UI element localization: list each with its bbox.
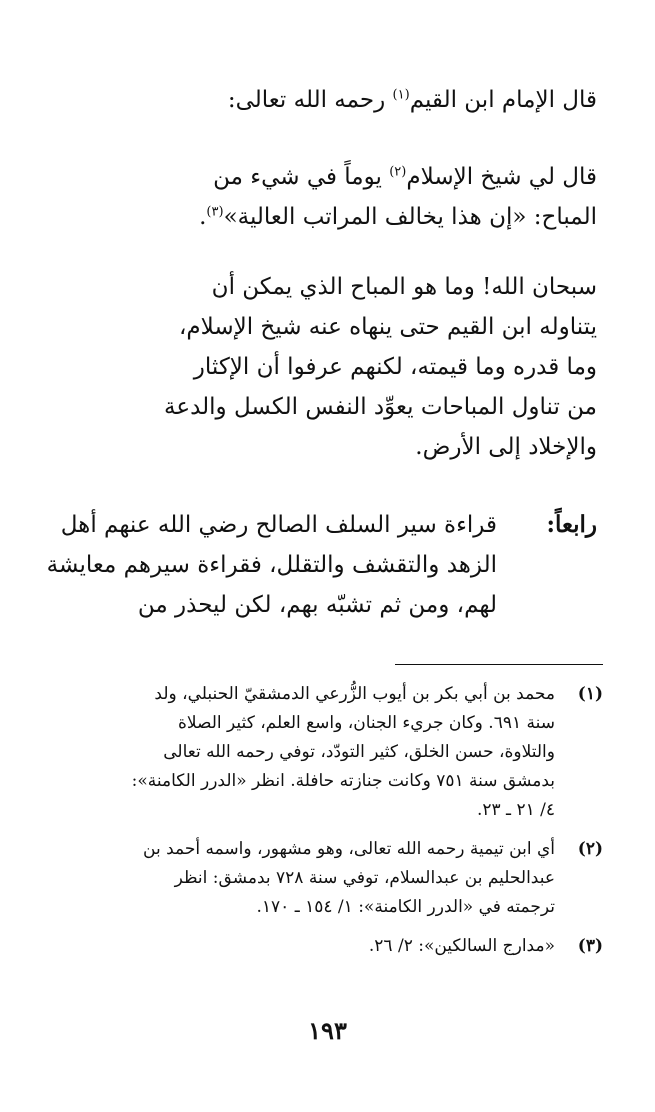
fourth-point-body: [37, 505, 497, 625]
intro-line: [37, 80, 597, 120]
footnote-line: سنة ٦٩١. وكان جريء الجنان، واسع العلم، كثير الصلاة: [177, 713, 555, 733]
intro-text-end: رحمه الله تعالى:: [227, 87, 393, 113]
footnote-text: [38, 932, 555, 961]
commentary-line: من تناول المباحات يعوِّد النفس الكسل والدعة: [164, 394, 597, 420]
quote-line-1-end: يوماً في شيء من: [213, 164, 390, 190]
footnote-number: (١): [577, 684, 603, 704]
footnote-2: [38, 835, 603, 922]
footnote-ref-2[interactable]: (٢): [389, 164, 407, 180]
intro-text-start: قال الإمام ابن القيم: [409, 87, 597, 113]
footnote-line: والتلاوة، حسن الخلق، كثير التودّد، توفي رحمه الله تعالى: [163, 742, 555, 762]
commentary-line: سبحان الله! وما هو المباح الذي يمكن أن: [211, 274, 597, 300]
fourth-point-line: قراءة سير السلف الصالح رضي الله عنهم أهل: [60, 512, 497, 538]
quote-line-2: [37, 197, 597, 237]
footnote-number: (٣): [577, 936, 603, 956]
quote-line-2-end: .: [199, 204, 207, 230]
footnote-line: عبدالحليم بن عبدالسلام، توفي سنة ٧٢٨ بدمشق: انظر: [174, 868, 555, 888]
commentary-line: والإخلاد إلى الأرض.: [415, 434, 597, 460]
footnote-ref-1[interactable]: (١): [392, 87, 410, 103]
commentary-line: وما قدره وما قيمته، لكنهم عرفوا أن الإكثار: [193, 354, 597, 380]
footnote-separator: [395, 664, 603, 665]
fourth-point-label: رابعاً:: [546, 511, 597, 538]
quote-paragraph: [37, 157, 597, 237]
fourth-point: [37, 505, 597, 625]
quote-line-1: [37, 157, 597, 197]
footnote-1: [38, 680, 603, 825]
footnote-line: «مدارج السالكين»: ٢/ ٢٦.: [368, 936, 555, 956]
footnote-3: [38, 932, 603, 961]
footnote-text: [38, 835, 555, 922]
quote-line-2-start: المباح: «إن هذا يخالف المراتب العالية»: [223, 204, 597, 230]
footnote-line: أي ابن تيمية رحمه الله تعالى، وهو مشهور، واسمه أحمد بن: [143, 839, 555, 859]
footnote-ref-3[interactable]: (٣): [206, 204, 224, 220]
footnote-line: ٤/ ٢١ ـ ٢٣.: [476, 800, 555, 820]
footnote-number: (٢): [577, 839, 603, 859]
fourth-point-line: لهم، ومن ثم تشبّه بهم، لكن ليحذر من: [137, 592, 497, 618]
intro-text: [37, 80, 597, 120]
fourth-point-line: الزهد والتقشف والتقلل، فقراءة سيرهم معايشة: [46, 552, 497, 578]
footnote-line: ترجمته في «الدرر الكامنة»: ١/ ١٥٤ ـ ١٧٠.: [256, 897, 555, 917]
commentary-line: يتناوله ابن القيم حتى ينهاه عنه شيخ الإسلام،: [178, 314, 597, 340]
footnote-line: بدمشق سنة ٧٥١ وكانت جنازته حافلة. انظر «الدرر الكامنة»:: [131, 771, 555, 791]
footnote-text: [38, 680, 555, 825]
commentary-paragraph: [37, 267, 597, 467]
page-number: ١٩٣: [308, 1016, 347, 1045]
footnote-line: محمد بن أبي بكر بن أيوب الزُّرعي الدمشقيّ الحنبلي، ولد: [154, 684, 555, 704]
quote-line-1-start: قال لي شيخ الإسلام: [406, 164, 597, 190]
footnotes: [38, 680, 603, 971]
